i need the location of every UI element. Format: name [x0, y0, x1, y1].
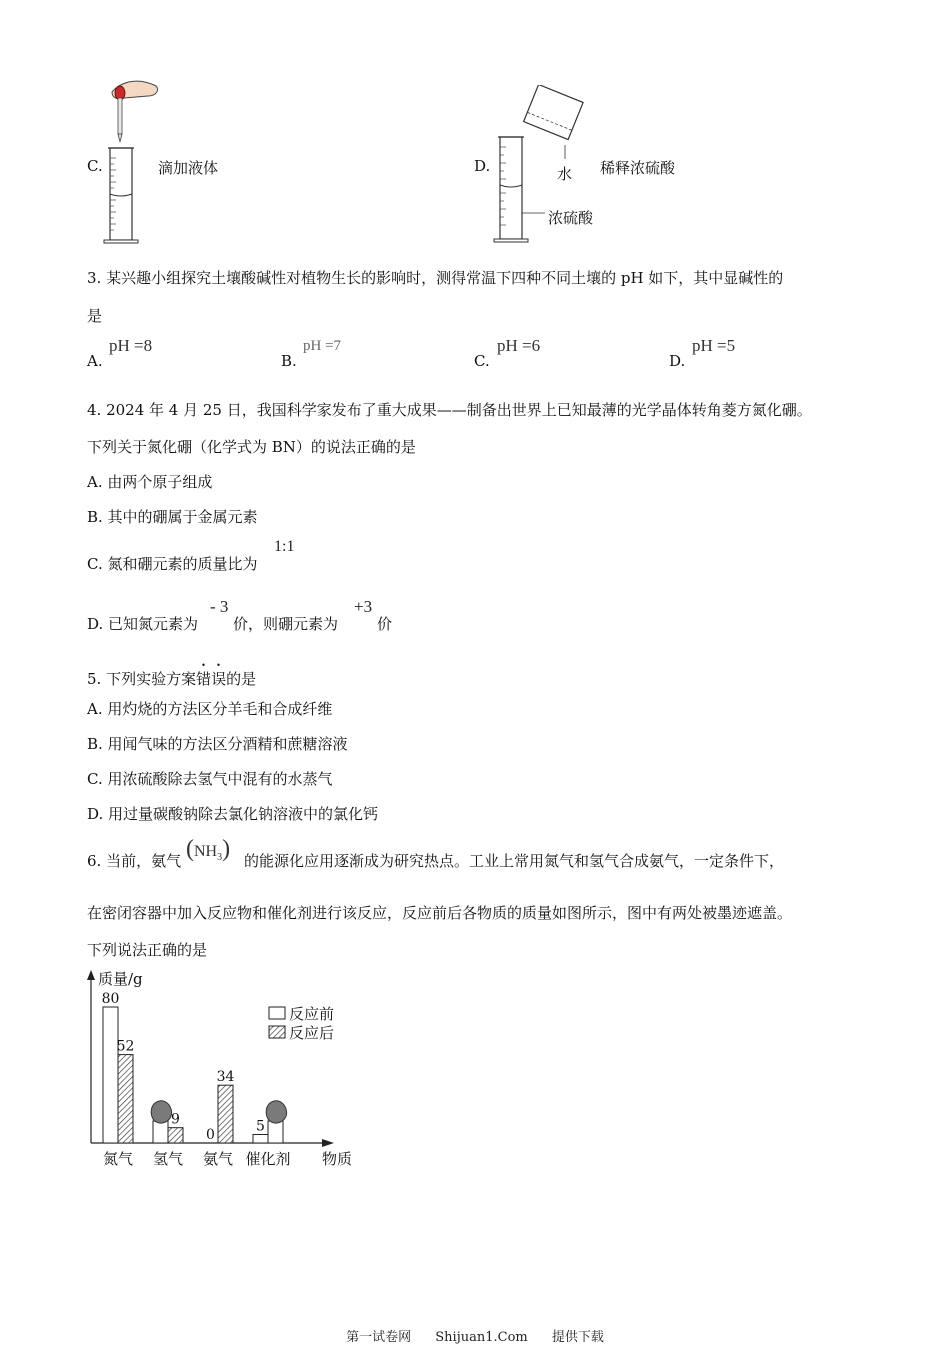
footer-site: 第一试卷网 [346, 1330, 412, 1345]
q5-stem-pre: 5. 下列实验方案 [87, 670, 197, 688]
q3-option-c-value: pH =6 [497, 336, 541, 355]
q2-option-c-letter: C. [87, 157, 103, 175]
label-water: 水 [557, 165, 573, 183]
x-axis-label: 物质 [322, 1150, 353, 1168]
q5-stem-emphasis: 错误 [196, 670, 227, 688]
bar-after-1 [168, 1128, 183, 1143]
x-category-label-1: 氢气 [152, 1150, 184, 1168]
q2-option-c-caption: 滴加液体 [158, 159, 219, 177]
q4-stem-line2: 下列关于氮化硼（化学式为 BN）的说法正确的是 [87, 438, 416, 456]
q4-option-c-ratio: 1:1 [274, 538, 295, 555]
q5-option-a: A. 用灼烧的方法区分羊毛和合成纤维 [87, 700, 333, 718]
legend-swatch-after [269, 1026, 285, 1038]
q6-formula: $(NH_3)$ [186, 836, 231, 863]
x-category-label-2: 氨气 [202, 1150, 234, 1168]
data-label-after-0: 52 [116, 1038, 135, 1055]
q6-stem-line3: 下列说法正确的是 [87, 941, 208, 959]
dropper-graduated-cylinder-figure [100, 78, 162, 248]
q2-option-d-caption: 稀释浓硫酸 [600, 159, 676, 177]
footer-domain: Shijuan1.Com [435, 1330, 528, 1345]
x-category-label-0: 氮气 [102, 1150, 134, 1168]
bar-obscured-3 [268, 1121, 283, 1143]
label-concentrated-sulfuric-acid: 浓硫酸 [548, 209, 594, 227]
q4-option-d-text1: D. 已知氮元素为 [87, 615, 199, 633]
q2-option-d-letter: D. [474, 157, 491, 175]
q3-option-b-letter: B. [281, 352, 297, 370]
mass-bar-chart [60, 962, 380, 1177]
x-category-label-3: 催化剂 [245, 1150, 291, 1168]
page-footer [0, 1326, 950, 1345]
q6-formula-nh: NH [194, 843, 218, 860]
q6-stem-pre: 6. 当前，氨气 [87, 852, 182, 870]
bar-obscured-1 [153, 1121, 168, 1143]
q3-option-a-letter: A. [87, 352, 103, 370]
legend-swatch-before [269, 1007, 285, 1019]
y-axis-label: 质量/g [98, 970, 143, 988]
q4-option-d-text2: 价，则硼元素为 [233, 615, 339, 633]
q3-option-b-value: pH =7 [303, 338, 342, 354]
q4-stem-line1: 4. 2024 年 4 月 25 日，我国科学家发布了重大成果——制备出世界上已知最薄的光学晶体转角菱方氮化硼。 [87, 401, 812, 419]
ink-blot-3 [266, 1101, 286, 1123]
q5-option-d: D. 用过量碳酸钠除去氯化钠溶液中的氯化钙 [87, 805, 379, 823]
q4-option-d-text3: 价 [377, 615, 393, 633]
q3-option-a-value: pH =8 [109, 336, 153, 355]
q5-option-c: C. 用浓硫酸除去氢气中混有的水蒸气 [87, 770, 333, 788]
q5-option-b: B. 用闻气味的方法区分酒精和蔗糖溶液 [87, 735, 348, 753]
data-label-after-1: 9 [171, 1111, 180, 1128]
q3-stem-line2: 是 [87, 307, 103, 325]
q3-stem-line1: 3. 某兴趣小组探究土壤酸碱性对植物生长的影响时，测得常温下四种不同土壤的 pH 如下，其中显碱性的 [87, 269, 784, 287]
ink-blot-1 [151, 1101, 171, 1123]
q6-formula-sub: 3 [217, 852, 223, 863]
q4-option-d-value1: - 3 [210, 597, 229, 616]
legend-label-after: 反应后 [289, 1024, 335, 1042]
q4-option-c: C. 氮和硼元素的质量比为 [87, 555, 258, 573]
q6-stem-line2: 在密闭容器中加入反应物和催化剂进行该反应，反应前后各物质的质量如图所示，图中有两处被墨迹遮盖。 [87, 904, 793, 922]
q4-option-a: A. 由两个原子组成 [87, 473, 213, 491]
data-label-before-2: 0 [206, 1127, 215, 1143]
q6-stem-post: 的能源化应用逐渐成为研究热点。工业上常用氮气和氢气合成氨气，一定条件下， [244, 852, 785, 870]
bar-before-3 [253, 1135, 268, 1144]
data-label-after-2: 34 [216, 1069, 235, 1086]
q5-stem-post: 的是 [226, 670, 257, 688]
q3-option-d-letter: D. [669, 352, 686, 370]
data-label-before-3: 5 [256, 1118, 265, 1135]
bar-after-2 [218, 1085, 233, 1143]
data-label-before-0: 80 [101, 991, 120, 1007]
q3-option-d-value: pH =5 [692, 336, 736, 355]
footer-action: 提供下载 [551, 1330, 604, 1345]
q5-stem [87, 661, 256, 689]
legend-label-before: 反应前 [289, 1005, 335, 1023]
q4-option-d-value2: +3 [354, 597, 373, 616]
bar-before-0 [103, 1007, 118, 1143]
q4-option-b: B. 其中的硼属于金属元素 [87, 508, 258, 526]
bar-after-0 [118, 1055, 133, 1143]
q3-option-c-letter: C. [474, 352, 490, 370]
